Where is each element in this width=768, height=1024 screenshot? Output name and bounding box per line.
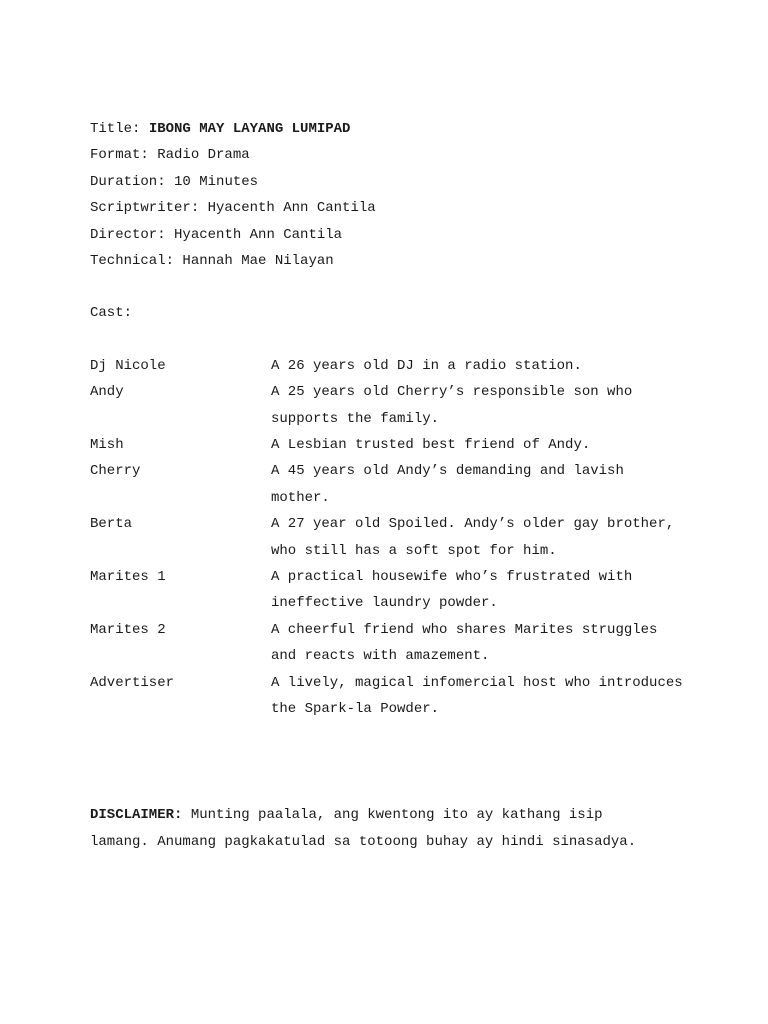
cast-row (90, 511, 690, 564)
director-line (90, 222, 690, 248)
cast-row (90, 670, 690, 723)
technical-value: Hannah Mae Nilayan (182, 252, 334, 269)
cast-name: Marites 1 (90, 568, 166, 585)
cast-description: A 27 year old Spoiled. Andy’s older gay brother, who still has a soft spot for him. (271, 516, 675, 559)
cast-name: Berta (90, 516, 133, 533)
director-value: Hyacenth Ann Cantila (174, 226, 343, 243)
cast-name: Andy (90, 384, 124, 401)
disclaimer (90, 802, 650, 855)
cast-row (90, 564, 690, 617)
format-line (90, 142, 690, 168)
disclaimer-label: DISCLAIMER: (90, 807, 183, 824)
cast-row (90, 432, 690, 458)
duration-label: Duration: (90, 173, 166, 190)
duration-value: 10 Minutes (174, 173, 259, 190)
cast-row (90, 458, 690, 511)
cast-row (90, 353, 690, 379)
cast-name: Cherry (90, 463, 141, 480)
cast-name: Mish (90, 436, 124, 453)
title-value: IBONG MAY LAYANG LUMIPAD (148, 121, 351, 137)
cast-description: A 25 years old Cherry’s responsible son who supports the family. (271, 384, 633, 427)
cast-description: A lively, magical infomercial host who introduces the Spark-la Powder. (271, 674, 683, 718)
duration-line (90, 169, 690, 195)
cast-description: A practical housewife who’s frustrated with ineffective laundry powder. (271, 568, 633, 612)
technical-line (90, 248, 690, 274)
cast-description: A 45 years old Andy’s demanding and lavish mother. (271, 463, 624, 506)
title-label: Title: (90, 121, 141, 137)
scriptwriter-value: Hyacenth Ann Cantila (207, 200, 376, 217)
cast-name: Advertiser (90, 674, 175, 691)
cast-heading: Cast: (90, 305, 133, 322)
cast-row (90, 379, 690, 432)
scriptwriter-label: Scriptwriter: (90, 200, 200, 217)
cast-name: Dj Nicole (90, 357, 166, 374)
director-label: Director: (90, 226, 166, 243)
technical-label: Technical: (90, 252, 175, 269)
cast-description: A cheerful friend who shares Marites struggles and reacts with amazement. (271, 621, 658, 665)
scriptwriter-line (90, 195, 690, 221)
title-line (90, 116, 690, 142)
cast-list (90, 353, 690, 723)
cast-description: A Lesbian trusted best friend of Andy. (271, 436, 591, 453)
cast-row (90, 617, 690, 670)
cast-description: A 26 years old DJ in a radio station. (271, 357, 582, 374)
document-page (90, 116, 690, 855)
format-label: Format: (90, 147, 149, 164)
format-value: Radio Drama (157, 147, 250, 164)
cast-name: Marites 2 (90, 621, 166, 638)
disclaimer-text: Munting paalala, ang kwentong ito ay kathang isip lamang. Anumang pagkakatulad sa totoong buhay ay hindi sinasadya. (90, 807, 637, 850)
